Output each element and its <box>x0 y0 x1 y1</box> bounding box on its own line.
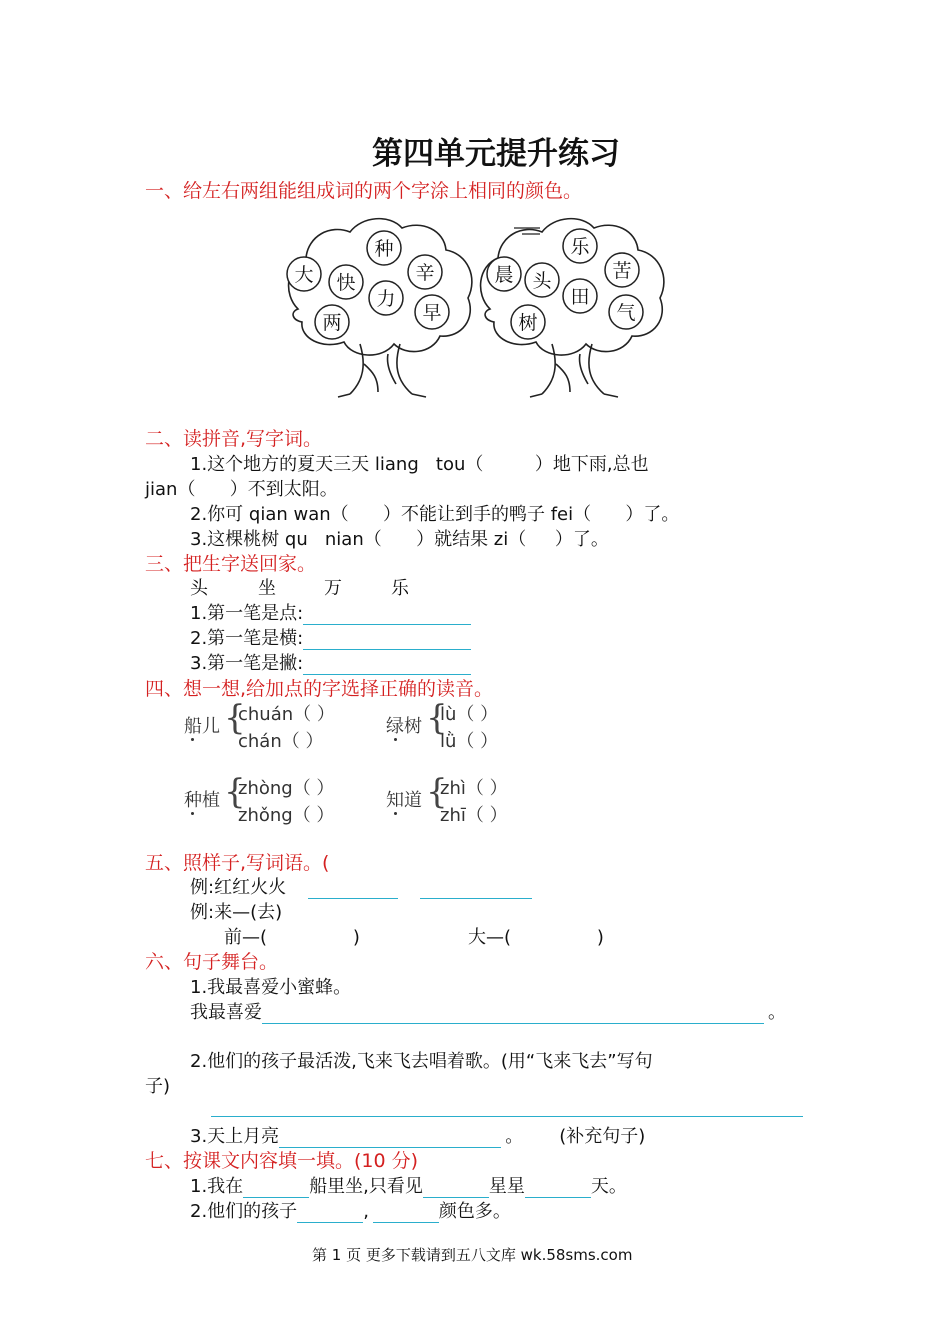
answer-blank[interactable] <box>303 606 471 625</box>
answer-blank[interactable] <box>373 1204 439 1223</box>
answer-blank[interactable] <box>303 631 471 650</box>
fill-question-2: 2.他们的孩子 , 颜色多。 <box>190 1201 511 1222</box>
reading-option[interactable]: zhī（ ） <box>440 805 508 826</box>
page-title: 第四单元提升练习 <box>372 136 620 172</box>
fill-question-1: 1.我在 船里坐,只看见 星星 天。 <box>190 1176 627 1197</box>
reading-option[interactable]: zhì（ ） <box>440 778 508 799</box>
antonym-question-2[interactable]: 大—( ) <box>468 927 604 948</box>
char-zuo: 坐 <box>258 578 276 599</box>
char-le: 乐 <box>391 578 409 599</box>
brace-icon: { <box>426 698 448 738</box>
section-7-heading: 七、按课文内容填一填。(10 分) <box>145 1150 419 1172</box>
tree-char[interactable]: 快 <box>336 272 356 294</box>
answer-blank[interactable] <box>423 1179 489 1198</box>
example-1: 例:红红火火 <box>190 873 532 899</box>
pinyin-question-1a: 1.这个地方的夏天三天 liang tou（ ）地下雨,总也 <box>190 454 649 475</box>
sentence-answer-1: 我最喜爱 。 <box>190 1002 786 1023</box>
sentence-question-2a: 2.他们的孩子最活泼,飞来飞去唱着歌。(用“飞来飞去”写句 <box>190 1051 653 1072</box>
reading-option[interactable]: zhòng（ ） <box>238 778 335 799</box>
word-lvshu: 绿树 <box>386 716 422 737</box>
tree-char[interactable]: 气 <box>616 302 636 324</box>
tree-char[interactable]: 辛 <box>415 262 435 284</box>
answer-blank[interactable] <box>262 1005 764 1024</box>
stroke-question-2: 2.第一笔是横: <box>190 624 471 650</box>
tree-char[interactable]: 两 <box>322 312 342 334</box>
char-tou: 头 <box>190 578 208 599</box>
tree-char[interactable]: 树 <box>518 312 538 334</box>
section-3-heading: 三、把生字送回家。 <box>145 553 317 575</box>
brace-icon: { <box>224 698 246 738</box>
tree-char[interactable]: 晨 <box>494 264 514 286</box>
answer-blank[interactable] <box>303 656 471 675</box>
reading-option[interactable]: zhǒng（ ） <box>238 805 335 826</box>
pinyin-question-1b: jian（ ）不到太阳。 <box>145 479 338 500</box>
sentence-question-2b: 子) <box>145 1076 171 1097</box>
tree-char[interactable]: 头 <box>532 270 552 292</box>
tree-char[interactable]: 种 <box>374 238 394 260</box>
word-zhongzhi: 种植 <box>184 790 220 811</box>
section-1-heading: 一、给左右两组能组成词的两个字涂上相同的颜色。 <box>145 180 583 202</box>
tree-char[interactable]: 田 <box>570 286 590 308</box>
word-zhidao: 知道 <box>386 790 422 811</box>
section-5-heading: 五、照样子,写词语。( <box>145 852 330 874</box>
answer-blank[interactable] <box>525 1179 591 1198</box>
stroke-question-1: 1.第一笔是点: <box>190 599 471 625</box>
section-2-heading: 二、读拼音,写字词。 <box>145 428 323 450</box>
brace-icon: { <box>224 772 246 812</box>
brace-icon: { <box>426 772 448 812</box>
answer-blank[interactable] <box>308 880 398 899</box>
tree-char[interactable]: 力 <box>376 288 396 310</box>
answer-blank[interactable] <box>420 880 532 899</box>
tree-illustrations <box>278 214 678 398</box>
page-footer: 第 1 页 更多下载请到五八文库 wk.58sms.com <box>312 1246 633 1264</box>
tree-char[interactable]: 乐 <box>570 236 590 258</box>
reading-option[interactable]: lù（ ） <box>440 704 499 725</box>
reading-option[interactable]: chán（ ） <box>238 731 324 752</box>
stroke-question-3: 3.第一笔是撇: <box>190 649 471 675</box>
answer-blank[interactable] <box>297 1204 363 1223</box>
section-4-heading: 四、想一想,给加点的字选择正确的读音。 <box>145 678 494 700</box>
example-2: 例:来—(去) <box>190 902 283 923</box>
reading-option[interactable]: lǜ（ ） <box>440 731 499 752</box>
answer-line[interactable] <box>211 1116 803 1117</box>
tree-char[interactable]: 苦 <box>612 260 632 282</box>
pinyin-question-2: 2.你可 qian wan（ ）不能让到手的鸭子 fei（ ）了。 <box>190 504 680 525</box>
char-wan: 万 <box>324 578 342 599</box>
sentence-question-1: 1.我最喜爱小蜜蜂。 <box>190 977 352 998</box>
tree-char[interactable]: 早 <box>422 302 442 324</box>
section-6-heading: 六、句子舞台。 <box>145 951 279 973</box>
answer-blank[interactable] <box>243 1179 309 1198</box>
word-chuaner: 船儿 <box>184 716 220 737</box>
antonym-question-1[interactable]: 前—( ) <box>224 927 360 948</box>
pinyin-question-3: 3.这棵桃树 qu nian（ ）就结果 zi（ ）了。 <box>190 529 609 550</box>
sentence-question-3: 3.天上月亮 。 (补充句子) <box>190 1126 646 1147</box>
tree-char[interactable]: 大 <box>294 264 314 286</box>
reading-option[interactable]: chuán（ ） <box>238 704 335 725</box>
